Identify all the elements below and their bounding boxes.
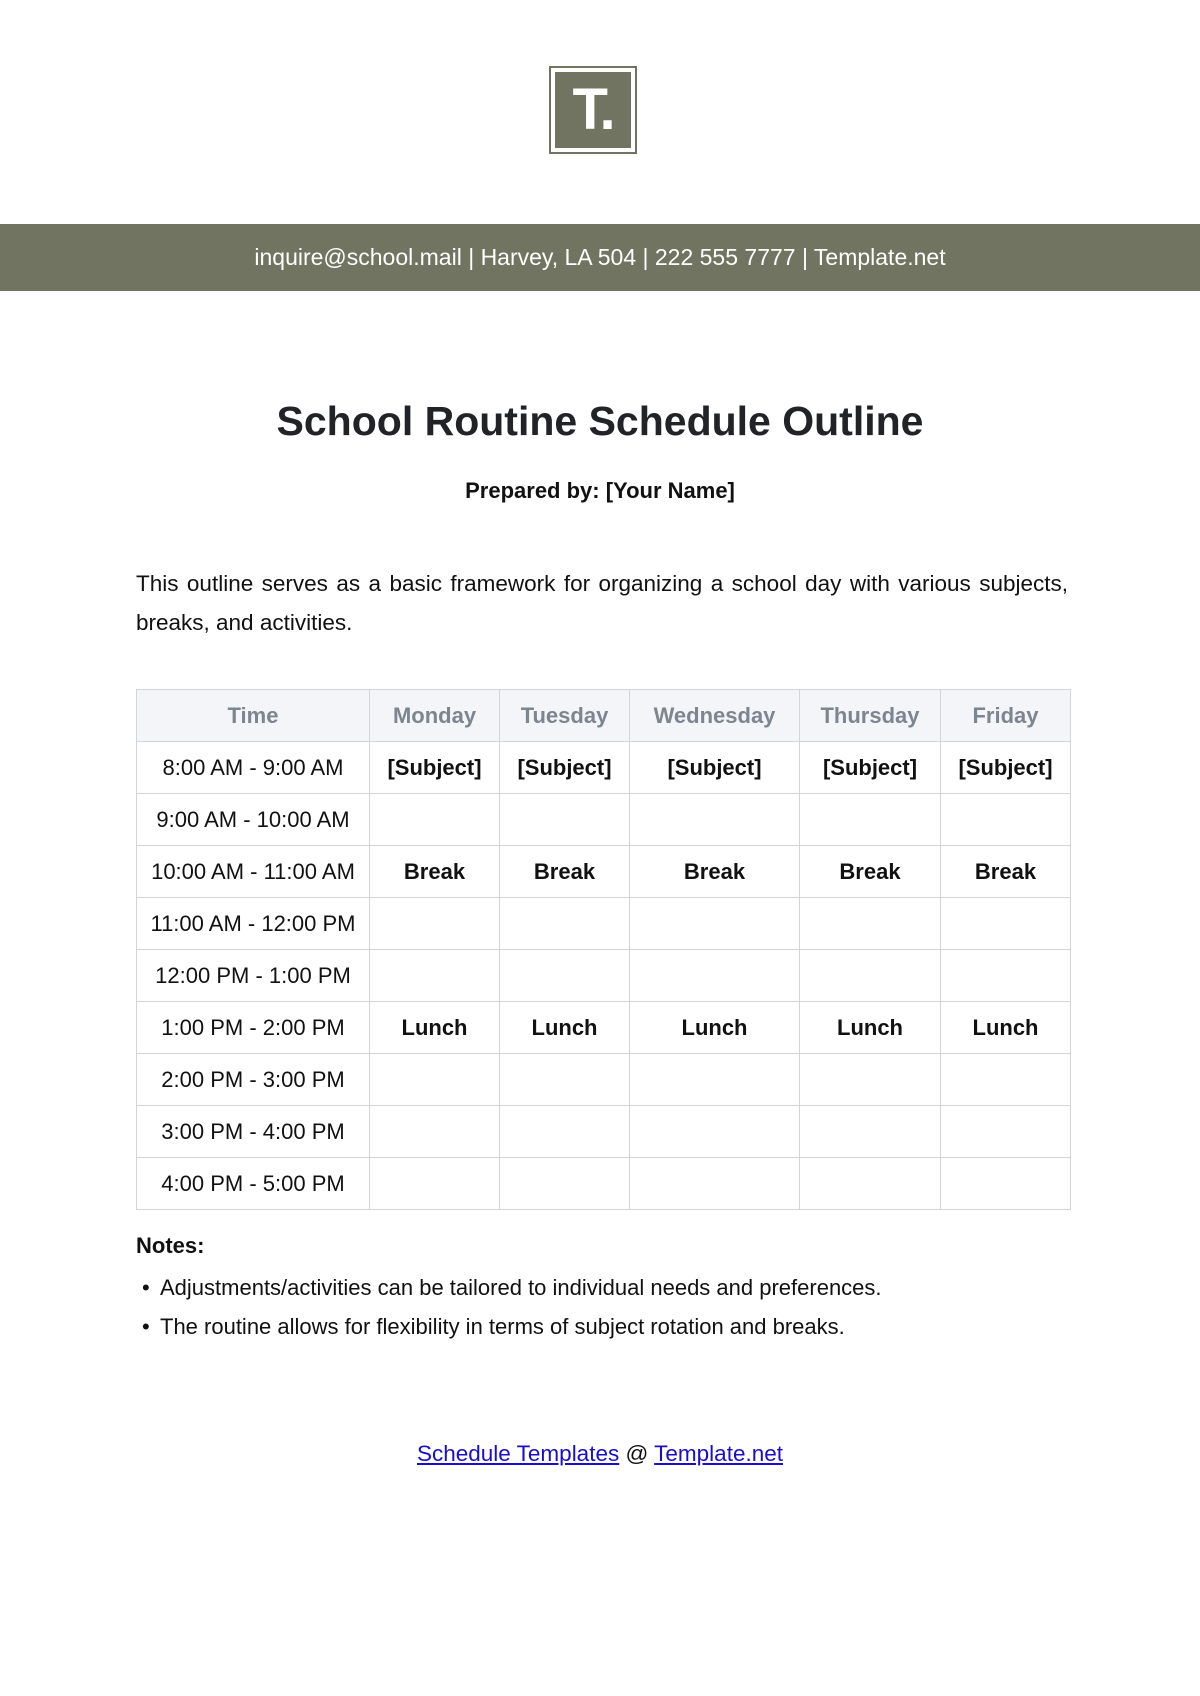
schedule-cell-wednesday <box>630 898 800 950</box>
schedule-cell-monday <box>370 1054 500 1106</box>
schedule-cell-monday <box>370 794 500 846</box>
column-header-tuesday: Tuesday <box>500 690 630 742</box>
schedule-cell-tuesday <box>500 1054 630 1106</box>
schedule-cell-friday <box>941 1158 1071 1210</box>
prepared-by: Prepared by: [Your Name] <box>465 478 735 503</box>
schedule-cell-wednesday: Break <box>630 846 800 898</box>
notes-item: • The routine allows for flexibility in terms of subject rotation and breaks. <box>136 1307 882 1346</box>
time-slot-cell: 8:00 AM - 9:00 AM <box>137 742 370 794</box>
logo-mark: T. <box>555 72 631 148</box>
time-slot-cell: 3:00 PM - 4:00 PM <box>137 1106 370 1158</box>
time-slot-cell: 9:00 AM - 10:00 AM <box>137 794 370 846</box>
schedule-cell-monday <box>370 1106 500 1158</box>
time-slot-cell: 10:00 AM - 11:00 AM <box>137 846 370 898</box>
schedule-cell-monday: Lunch <box>370 1002 500 1054</box>
footer-separator: @ <box>619 1441 655 1466</box>
table-row <box>137 1002 1071 1054</box>
schedule-cell-monday: [Subject] <box>370 742 500 794</box>
table-row <box>137 742 1071 794</box>
schedule-cell-wednesday <box>630 1054 800 1106</box>
schedule-cell-friday: [Subject] <box>941 742 1071 794</box>
schedule-cell-friday <box>941 1106 1071 1158</box>
time-slot-cell: 1:00 PM - 2:00 PM <box>137 1002 370 1054</box>
table-row <box>137 794 1071 846</box>
schedule-cell-tuesday <box>500 794 630 846</box>
schedule-cell-thursday <box>800 1106 941 1158</box>
time-slot-cell: 4:00 PM - 5:00 PM <box>137 1158 370 1210</box>
schedule-cell-thursday <box>800 1054 941 1106</box>
column-header-monday: Monday <box>370 690 500 742</box>
template-net-link[interactable]: Template.net <box>654 1441 783 1466</box>
schedule-cell-thursday <box>800 1158 941 1210</box>
schedule-cell-tuesday <box>500 1106 630 1158</box>
schedule-cell-thursday <box>800 950 941 1002</box>
column-header-time: Time <box>137 690 370 742</box>
schedule-cell-tuesday <box>500 898 630 950</box>
table-row <box>137 1106 1071 1158</box>
schedule-cell-tuesday <box>500 1158 630 1210</box>
schedule-cell-tuesday <box>500 950 630 1002</box>
table-row <box>137 950 1071 1002</box>
schedule-cell-tuesday: Lunch <box>500 1002 630 1054</box>
table-header-row <box>137 690 1071 742</box>
schedule-cell-monday: Break <box>370 846 500 898</box>
schedule-cell-tuesday: Break <box>500 846 630 898</box>
schedule-cell-wednesday <box>630 950 800 1002</box>
schedule-cell-monday <box>370 950 500 1002</box>
schedule-cell-thursday <box>800 794 941 846</box>
time-slot-cell: 2:00 PM - 3:00 PM <box>137 1054 370 1106</box>
table-row <box>137 1054 1071 1106</box>
schedule-cell-wednesday: [Subject] <box>630 742 800 794</box>
schedule-cell-thursday: Break <box>800 846 941 898</box>
time-slot-cell: 12:00 PM - 1:00 PM <box>137 950 370 1002</box>
schedule-cell-wednesday: Lunch <box>630 1002 800 1054</box>
column-header-friday: Friday <box>941 690 1071 742</box>
schedule-cell-wednesday <box>630 1106 800 1158</box>
notes-item: • Adjustments/activities can be tailored to individual needs and preferences. <box>136 1268 882 1307</box>
table-row <box>137 846 1071 898</box>
table-row <box>137 1158 1071 1210</box>
schedule-cell-monday <box>370 898 500 950</box>
intro-paragraph: This outline serves as a basic framework for organizing a school day with various subjects, breaks, and activities. <box>136 571 1068 635</box>
schedule-table <box>136 689 1071 1210</box>
column-header-thursday: Thursday <box>800 690 941 742</box>
schedule-cell-thursday: Lunch <box>800 1002 941 1054</box>
notes-list <box>136 1268 882 1346</box>
column-header-wednesday: Wednesday <box>630 690 800 742</box>
contact-band <box>0 224 1200 291</box>
time-slot-cell: 11:00 AM - 12:00 PM <box>137 898 370 950</box>
footer <box>0 1441 1200 1467</box>
contact-line: inquire@school.mail | Harvey, LA 504 | 222 555 7777 | Template.net <box>254 244 946 270</box>
page-title: School Routine Schedule Outline <box>276 398 924 444</box>
schedule-cell-friday <box>941 898 1071 950</box>
schedule-cell-wednesday <box>630 794 800 846</box>
schedule-cell-friday <box>941 794 1071 846</box>
notes-label: Notes: <box>136 1233 205 1258</box>
schedule-cell-thursday <box>800 898 941 950</box>
schedule-cell-wednesday <box>630 1158 800 1210</box>
schedule-cell-monday <box>370 1158 500 1210</box>
schedule-body <box>137 742 1071 1210</box>
schedule-cell-friday: Lunch <box>941 1002 1071 1054</box>
schedule-templates-link[interactable]: Schedule Templates <box>417 1441 620 1466</box>
schedule-cell-friday <box>941 950 1071 1002</box>
table-row <box>137 898 1071 950</box>
schedule-cell-thursday: [Subject] <box>800 742 941 794</box>
schedule-cell-friday <box>941 1054 1071 1106</box>
schedule-cell-friday: Break <box>941 846 1071 898</box>
logo <box>549 66 637 154</box>
schedule-cell-tuesday: [Subject] <box>500 742 630 794</box>
